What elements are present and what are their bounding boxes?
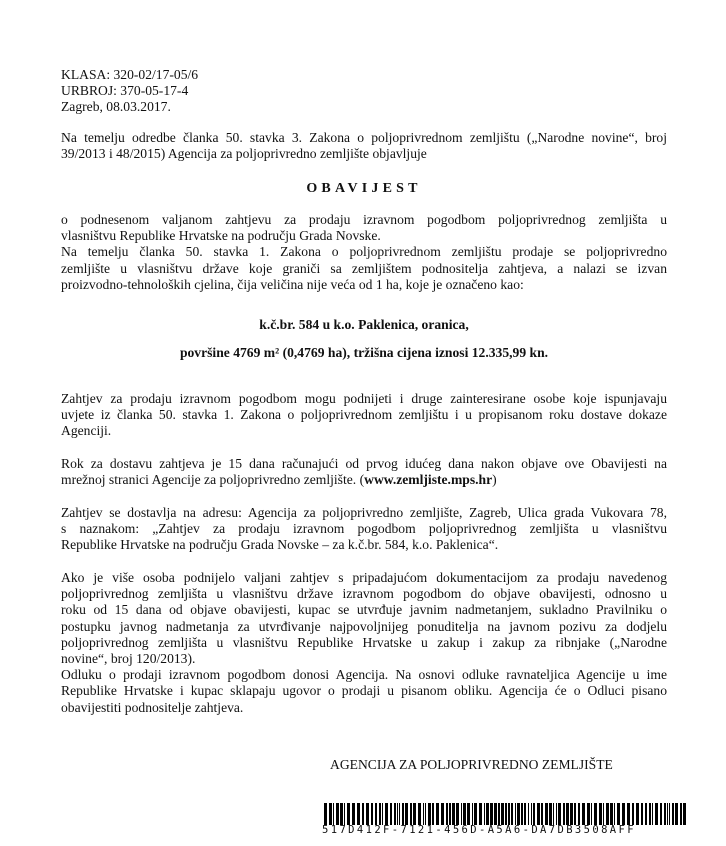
barcode-bar (366, 803, 369, 825)
barcode-bar (511, 803, 513, 825)
decision-line: Republike Hrvatske i kupac sklapaju ugovor o prodaji u pisanom obliku. Agencija će o Odluci pisano (61, 683, 667, 699)
intro-paragraph (61, 130, 667, 162)
barcode-bar (456, 803, 459, 825)
barcode-bar (541, 803, 543, 825)
barcode-bar (556, 803, 557, 825)
barcode-bar (558, 803, 561, 825)
barcode-bar (606, 803, 609, 825)
barcode-bar (591, 803, 592, 825)
barcode-bar (490, 803, 493, 825)
deadline-line: Rok za dostavu zahtjeva je 15 dana računajući od prvog idućeg dana nakon objave ove Obavijesti na (61, 456, 667, 471)
barcode-bar (614, 803, 615, 825)
barcode-bar (446, 803, 448, 825)
barcode-text: 517D412F-7121-456D-A5A6-DA7DB3508AFF (322, 824, 636, 836)
barcode-bar (570, 803, 573, 825)
barcode-bar (528, 803, 529, 825)
signature-agency: AGENCIJA ZA POLJOPRIVREDNO ZEMLJIŠTE (330, 757, 613, 772)
barcode-bar (655, 803, 658, 825)
barcode-bar (479, 803, 482, 825)
multiple-line: Ako je više osoba podnijelo valjani zahtjev s pripadajućom dokumentacijom za prodaju navedenog (61, 570, 667, 585)
barcode-bar (394, 803, 396, 825)
barcode-bar (467, 803, 470, 825)
barcode-bar (521, 803, 523, 825)
barcode-bar (402, 803, 404, 825)
barcode-bar (432, 803, 434, 825)
barcode-bar (641, 803, 643, 825)
barcode-bar (357, 803, 360, 825)
barcode-bar (428, 803, 431, 825)
barcode-bar (574, 803, 576, 825)
barcode-bar (667, 803, 668, 825)
barcode-bar (531, 803, 532, 825)
others-paragraph (61, 391, 667, 440)
multiple-line: postupku javnog nadmetanja za utvrđivanje najpovoljnijeg ponuditelja na javnom pozivu za dodjelu (61, 618, 667, 634)
barcode-bar (347, 803, 350, 825)
barcode-bar (461, 803, 462, 825)
barcode-bar (582, 803, 585, 825)
barcode-bar (672, 803, 674, 825)
parcel-line: k.č.br. 584 u k.o. Paklenica, oranica, (259, 317, 469, 332)
barcode-bar (524, 803, 526, 825)
barcode-bar (622, 803, 625, 825)
barcode-bar (553, 803, 554, 825)
document-header (61, 67, 667, 116)
barcode-bar (603, 803, 604, 825)
barcode-bar (533, 803, 535, 825)
barcode-bar (537, 803, 540, 825)
barcode-bar (563, 803, 565, 825)
multiple-line: novine“, broj 120/2013). (61, 651, 196, 667)
barcode-bar (494, 803, 497, 825)
document-title: OBAVIJEST (306, 181, 422, 196)
address-paragraph (61, 505, 667, 554)
address-line: Zahtjev se dostavlja na adresu: Agencija za poljoprivredno zemljište, Zagreb, Ulica grada Vukovara 78, (61, 505, 667, 520)
subject-paragraph (61, 212, 667, 293)
place-date-line: Zagreb, 08.03.2017. (61, 99, 171, 115)
address-line: Republike Hrvatske na području Grada Novske – za k.č.br. 584, k.o. Paklenica“. (61, 537, 499, 553)
multiple-applicants-paragraph (61, 570, 667, 716)
barcode-bar (566, 803, 569, 825)
barcode-bar (340, 803, 343, 825)
barcode-bar (441, 803, 444, 825)
barcode-bar (425, 803, 426, 825)
multiple-line: poljoprivrednog zemljišta u vlasništvu države izravnom pogodbom do objave obavijesti, odnosno u (61, 586, 667, 602)
barcode-bar (660, 803, 662, 825)
basis-line: Na temelju članka 50. stavka 1. Zakona o poljoprivrednom zemljištu prodaje se poljoprivredno (61, 244, 667, 260)
basis-line: zemljište u vlasništvu države koje graniči sa zemljištem podnositelja zahtjeva, a nalazi se izvan (61, 260, 667, 276)
barcode-bar (382, 803, 383, 825)
barcode-bar (379, 803, 381, 825)
others-line: uvjete iz članka 50. stavka 1. Zakona o poljoprivrednom zemljištu i u propisanom roku dostave dokaze (61, 407, 667, 423)
deadline-paragraph (61, 456, 667, 488)
address-line: s naznakom: „Zahtjev za prodaju izravnom pogodbom poljoprivrednog zemljišta u vlasništvu (61, 521, 667, 537)
barcode-bar (472, 803, 473, 825)
barcode-bar (675, 803, 678, 825)
barcode-bar (587, 803, 590, 825)
multiple-line: roku od 15 dana od objave obavijesti, kupac se utvrđuje javnim nadmetanjem, sukladno Pravilniku o (61, 602, 667, 618)
barcode-bar (390, 803, 392, 825)
barcode-bar (352, 803, 355, 825)
barcode-bar (474, 803, 477, 825)
others-line: Agenciji. (61, 423, 112, 439)
subject-line: o podnesenom valjanom zahtjevu za prodaju izravnom pogodbom poljoprivrednog zemljišta u (61, 212, 667, 227)
barcode-bar (333, 803, 334, 825)
barcode-bar (452, 803, 455, 825)
barcode-bar (632, 803, 634, 825)
barcode-bar (423, 803, 424, 825)
barcode-bar (399, 803, 400, 825)
barcode-bar (649, 803, 651, 825)
barcode-bar (652, 803, 653, 825)
barcode-bar (405, 803, 408, 825)
barcode-bar (599, 803, 602, 825)
barcode-bar (362, 803, 364, 825)
intro-line: Na temelju odredbe članka 50. stavka 3. Zakona o poljoprivrednom zemljištu („Narodne novine“, broj (61, 130, 667, 145)
barcode-bar (418, 803, 421, 825)
barcode-bar (578, 803, 580, 825)
intro-line: 39/2013 i 48/2015) Agencija za poljoprivredno zemljište objavljuje (61, 146, 427, 162)
basis-line: proizvodno-tehnoloških cjelina, čija veličina nije veća od 1 ha, koje je označeno kao: (61, 276, 524, 292)
barcode-bar (515, 803, 516, 825)
urbroj-line: URBROJ: 370-05-17-4 (61, 83, 189, 99)
barcode-bar (375, 803, 377, 825)
barcode-bar (505, 803, 507, 825)
decision-line: obavijestiti podnositelje zahtjeva. (61, 699, 244, 715)
barcode-bar (344, 803, 345, 825)
barcode-bar (463, 803, 466, 825)
barcode-bar (324, 803, 327, 825)
barcode-bar (436, 803, 439, 825)
barcode-bar (636, 803, 639, 825)
website-link[interactable]: www.zemljiste.mps.hr (364, 472, 493, 488)
klasa-line: KLASA: 320-02/17-05/6 (61, 67, 199, 82)
area-price-line: površine 4769 m² (0,4769 ha), tržišna cijena iznosi 12.335,99 kn. (179, 345, 549, 360)
subject-line: vlasništvu Republike Hrvatske na području Grada Novske. (61, 228, 381, 244)
deadline-line: mrežnoj stranici Agencije za poljoprivredno zemljište. (www.zemljiste.mps.hr) (61, 472, 497, 488)
barcode-bar (617, 803, 620, 825)
barcode-bar (645, 803, 647, 825)
barcode-bar (664, 803, 666, 825)
others-line: Zahtjev za prodaju izravnom pogodbom mogu podnijeti i druge zainteresirane osobe koje ispunjavaju (61, 391, 667, 406)
barcode-bar (683, 803, 686, 825)
barcode-bar (545, 803, 548, 825)
barcode-bar (329, 803, 332, 825)
barcode-bar (484, 803, 485, 825)
barcode-bar (594, 803, 597, 825)
barcode-bar (498, 803, 500, 825)
barcode-bar (336, 803, 339, 825)
barcode-bar (517, 803, 520, 825)
barcode-bar (410, 803, 412, 825)
barcode-bar (397, 803, 398, 825)
barcode-bar (385, 803, 388, 825)
barcode-bar (627, 803, 630, 825)
barcode-bar (486, 803, 489, 825)
multiple-line: poljoprivrednog zemljišta u vlasništvu Republike Hrvatske u zakup i zakup za ribnjake („Narodne (61, 634, 667, 650)
decision-line: Odluku o prodaji izravnom pogodbom donosi Agencija. Na osnovi odluke ravnateljica Agencije u ime (61, 667, 667, 683)
barcode (322, 803, 686, 836)
barcode-bar (371, 803, 373, 825)
barcode-bar (610, 803, 613, 825)
barcode-bar (413, 803, 416, 825)
barcode-bar (669, 803, 670, 825)
barcode-bars (322, 803, 686, 825)
barcode-bar (449, 803, 451, 825)
barcode-bar (508, 803, 510, 825)
barcode-bar (501, 803, 504, 825)
barcode-bar (680, 803, 682, 825)
barcode-bar (549, 803, 552, 825)
